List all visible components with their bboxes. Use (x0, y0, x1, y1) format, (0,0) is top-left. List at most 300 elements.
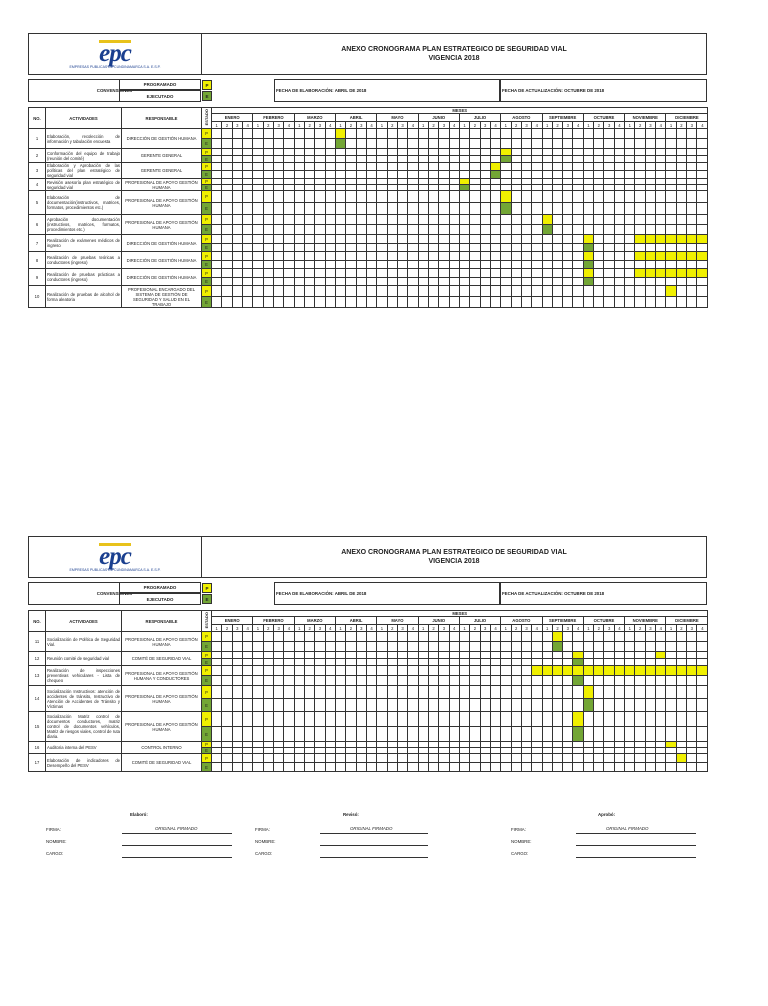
week-cell (666, 261, 676, 269)
week-cell (294, 225, 304, 235)
week-cell (604, 203, 614, 215)
week-cell (552, 156, 562, 163)
week-cell (697, 699, 708, 712)
week-cell (573, 215, 583, 225)
week-cell (480, 676, 490, 686)
week-cell (552, 652, 562, 659)
activity-responsible: DIRECCIÓN DE GESTIÓN HUMANA (122, 269, 202, 286)
week-cell (263, 632, 273, 642)
month-header: FEBRERO (253, 114, 294, 122)
week-cell (263, 712, 273, 727)
week-cell (387, 149, 397, 156)
month-header: FEBRERO (253, 617, 294, 625)
week-cell (676, 215, 686, 225)
week-cell (645, 652, 655, 659)
week-cell (480, 632, 490, 642)
week-cell (666, 139, 676, 149)
week-header: 1 (335, 625, 345, 632)
week-cell (232, 261, 242, 269)
week-cell (212, 129, 222, 139)
week-cell (304, 297, 314, 308)
week-cell (408, 149, 418, 156)
activity-responsible: PROFESIONAL DE APOYO GESTIÓN HUMANA (122, 686, 202, 712)
document-title: ANEXO CRONOGRAMA PLAN ESTRATEGICO DE SEGURIDAD VIAL (341, 46, 567, 53)
schedule-sheet-2 (28, 536, 707, 811)
week-cell (511, 191, 521, 203)
week-cell (645, 139, 655, 149)
week-cell (687, 129, 697, 139)
week-cell (645, 225, 655, 235)
week-cell (614, 215, 624, 225)
week-cell (418, 754, 428, 763)
week-cell (253, 139, 263, 149)
week-cell (346, 269, 356, 278)
week-cell (480, 286, 490, 297)
programmed-week-cell (501, 191, 511, 203)
week-cell (377, 297, 387, 308)
week-cell (645, 244, 655, 252)
conventions-bar (28, 582, 707, 605)
week-cell (532, 129, 542, 139)
week-cell (552, 171, 562, 179)
week-cell (335, 215, 345, 225)
week-cell (542, 278, 552, 286)
week-cell (583, 191, 593, 203)
week-cell (604, 191, 614, 203)
week-cell (366, 252, 376, 261)
week-cell (212, 712, 222, 727)
week-header: 1 (377, 625, 387, 632)
update-date-text: FECHA DE ACTUALIZACIÓN: OCTUBRE DE 2018 (502, 591, 605, 596)
week-cell (542, 652, 552, 659)
week-cell (687, 297, 697, 308)
week-cell (418, 659, 428, 666)
week-cell (470, 235, 480, 244)
logo-mark: epc (99, 39, 131, 67)
state-ejecutado: E (202, 297, 212, 308)
week-cell (408, 297, 418, 308)
week-cell (315, 171, 325, 179)
activity-description: Aprobación documentación (instructivos, matrices, formatos, procedimientos etc.) (46, 215, 122, 235)
week-cell (470, 652, 480, 659)
week-cell (304, 215, 314, 225)
week-cell (408, 215, 418, 225)
week-cell (212, 191, 222, 203)
week-cell (315, 686, 325, 699)
week-cell (315, 156, 325, 163)
activity-responsible: CONTROL INTERNO (122, 742, 202, 754)
week-cell (335, 191, 345, 203)
week-cell (397, 156, 407, 163)
week-cell (253, 652, 263, 659)
week-cell (408, 686, 418, 699)
cargo-label-1: CARGO: (46, 851, 64, 856)
week-cell (294, 676, 304, 686)
week-cell (222, 632, 232, 642)
week-cell (284, 235, 294, 244)
week-cell (656, 686, 666, 699)
week-cell (480, 269, 490, 278)
week-cell (325, 252, 335, 261)
week-cell (377, 727, 387, 742)
programmed-week-cell (542, 666, 552, 676)
activity-number: 11 (29, 632, 46, 652)
activity-responsible: COMITÉ DE SEGURIDAD VIAL (122, 652, 202, 666)
week-header: 3 (480, 122, 490, 129)
week-cell (325, 171, 335, 179)
ejecutado-label (119, 90, 201, 102)
week-cell (676, 203, 686, 215)
week-cell (449, 225, 459, 235)
week-cell (325, 235, 335, 244)
logo-subtext: EMPRESAS PUBLICAS DE CUNDINAMARCA S.A. E.S.P. (69, 567, 161, 572)
week-cell (263, 763, 273, 772)
week-cell (583, 156, 593, 163)
week-cell (325, 215, 335, 225)
week-cell (397, 261, 407, 269)
week-cell (552, 676, 562, 686)
week-cell (594, 642, 604, 652)
week-cell (346, 129, 356, 139)
week-cell (397, 139, 407, 149)
week-cell (397, 203, 407, 215)
week-cell (656, 642, 666, 652)
week-cell (304, 261, 314, 269)
week-cell (242, 727, 252, 742)
week-cell (501, 261, 511, 269)
week-cell (573, 139, 583, 149)
programmed-week-cell (501, 149, 511, 156)
week-cell (284, 297, 294, 308)
week-header: 3 (521, 625, 531, 632)
week-cell (676, 278, 686, 286)
state-ejecutado: E (202, 225, 212, 235)
week-cell (687, 215, 697, 225)
week-cell (222, 171, 232, 179)
week-cell (563, 191, 573, 203)
week-cell (470, 666, 480, 676)
week-cell (532, 763, 542, 772)
week-cell (480, 652, 490, 659)
activity-row (29, 149, 708, 156)
week-cell (449, 297, 459, 308)
week-cell (346, 156, 356, 163)
week-cell (294, 129, 304, 139)
week-cell (552, 252, 562, 261)
week-cell (645, 261, 655, 269)
week-cell (645, 278, 655, 286)
week-cell (614, 642, 624, 652)
cargo-label-3: CARGO: (511, 851, 529, 856)
week-header: 2 (676, 625, 686, 632)
week-cell (304, 727, 314, 742)
week-cell (356, 297, 366, 308)
activity-description: Socialización Matriz control de documentos conductores, matriz control de documentos vehículos, Matriz de riesgos viales, control de ruta diaria. (46, 712, 122, 742)
week-cell (387, 712, 397, 727)
activity-description: Elaboración de documentación(instructivos, matrices, formatos, procedimientos etc.) (46, 191, 122, 215)
week-cell (552, 712, 562, 727)
week-cell (625, 712, 635, 727)
week-cell (676, 139, 686, 149)
week-cell (356, 659, 366, 666)
week-cell (377, 652, 387, 659)
week-cell (449, 763, 459, 772)
week-cell (480, 149, 490, 156)
week-cell (428, 252, 438, 261)
month-header: AGOSTO (501, 617, 542, 625)
week-cell (563, 652, 573, 659)
week-cell (242, 686, 252, 699)
week-cell (511, 203, 521, 215)
week-cell (325, 225, 335, 235)
week-cell (356, 712, 366, 727)
week-cell (253, 235, 263, 244)
week-cell (449, 191, 459, 203)
week-cell (511, 139, 521, 149)
week-cell (656, 191, 666, 203)
week-cell (428, 269, 438, 278)
week-cell (594, 699, 604, 712)
week-cell (490, 149, 500, 156)
week-cell (501, 139, 511, 149)
week-cell (697, 297, 708, 308)
update-date (500, 582, 707, 605)
week-cell (377, 149, 387, 156)
week-cell (552, 269, 562, 278)
week-cell (253, 163, 263, 171)
week-cell (656, 139, 666, 149)
week-cell (480, 252, 490, 261)
state-ejecutado: E (202, 244, 212, 252)
conventions-bar (28, 79, 707, 102)
week-cell (521, 286, 531, 297)
week-cell (232, 666, 242, 676)
week-cell (263, 676, 273, 686)
week-cell (449, 652, 459, 659)
week-cell (521, 297, 531, 308)
week-cell (356, 763, 366, 772)
programmed-week-cell (687, 235, 697, 244)
week-cell (676, 171, 686, 179)
activity-description: Elaboración de indicadores de Desempeño del PESV (46, 754, 122, 772)
activity-responsible: PROFESIONAL DE APOYO GESTIÓN HUMANA (122, 191, 202, 215)
week-cell (335, 763, 345, 772)
state-ejecutado: E (202, 676, 212, 686)
week-cell (408, 129, 418, 139)
week-cell (676, 727, 686, 742)
week-header: 1 (212, 625, 222, 632)
week-cell (687, 203, 697, 215)
week-cell (356, 203, 366, 215)
month-header: MAYO (377, 617, 418, 625)
week-cell (428, 754, 438, 763)
week-cell (635, 642, 645, 652)
week-cell (418, 642, 428, 652)
week-cell (325, 203, 335, 215)
firma-label-1: FIRMA: (46, 827, 61, 832)
week-cell (687, 163, 697, 171)
week-cell (428, 244, 438, 252)
sheet-header (28, 536, 707, 578)
week-cell (232, 297, 242, 308)
week-cell (222, 203, 232, 215)
week-cell (614, 632, 624, 642)
week-cell (563, 261, 573, 269)
week-cell (315, 712, 325, 727)
week-cell (232, 191, 242, 203)
programmed-week-cell (687, 269, 697, 278)
week-cell (656, 754, 666, 763)
week-cell (645, 149, 655, 156)
week-cell (552, 297, 562, 308)
week-cell (480, 297, 490, 308)
week-cell (263, 652, 273, 659)
week-cell (284, 763, 294, 772)
week-cell (594, 203, 604, 215)
week-cell (563, 163, 573, 171)
week-cell (625, 225, 635, 235)
week-cell (284, 171, 294, 179)
week-cell (511, 149, 521, 156)
week-cell (408, 235, 418, 244)
week-cell (232, 659, 242, 666)
week-cell (645, 712, 655, 727)
week-cell (294, 642, 304, 652)
week-cell (284, 149, 294, 156)
week-cell (428, 666, 438, 676)
month-header: NOVIEMBRE (625, 617, 666, 625)
week-cell (418, 699, 428, 712)
week-cell (594, 244, 604, 252)
week-cell (428, 763, 438, 772)
week-cell (501, 235, 511, 244)
week-cell (656, 203, 666, 215)
week-cell (325, 642, 335, 652)
week-cell (563, 129, 573, 139)
week-cell (552, 659, 562, 666)
week-header: 3 (232, 122, 242, 129)
week-cell (459, 261, 469, 269)
week-cell (449, 632, 459, 642)
week-cell (212, 297, 222, 308)
week-cell (521, 203, 531, 215)
week-cell (222, 252, 232, 261)
week-cell (490, 191, 500, 203)
week-cell (439, 244, 449, 252)
week-cell (222, 286, 232, 297)
week-cell (304, 652, 314, 659)
week-cell (656, 712, 666, 727)
week-header: 4 (656, 625, 666, 632)
programmed-week-cell (666, 252, 676, 261)
week-cell (480, 686, 490, 699)
week-cell (418, 235, 428, 244)
week-cell (480, 139, 490, 149)
week-cell (604, 269, 614, 278)
week-cell (315, 244, 325, 252)
week-cell (501, 171, 511, 179)
week-cell (676, 659, 686, 666)
week-cell (418, 225, 428, 235)
week-header: 4 (449, 625, 459, 632)
week-cell (232, 215, 242, 225)
week-cell (625, 215, 635, 225)
week-cell (635, 727, 645, 742)
activity-responsible: PROFESIONAL DE APOYO GESTIÓN HUMANA (122, 712, 202, 742)
week-cell (563, 235, 573, 244)
week-cell (428, 286, 438, 297)
conventions-label-text: CONVENSIONES (96, 591, 133, 596)
week-cell (480, 278, 490, 286)
week-cell (418, 652, 428, 659)
week-cell (222, 278, 232, 286)
week-cell (563, 225, 573, 235)
week-cell (263, 261, 273, 269)
week-cell (242, 171, 252, 179)
week-cell (697, 652, 708, 659)
week-cell (232, 278, 242, 286)
week-cell (625, 191, 635, 203)
month-header: DICIEMBRE (666, 114, 708, 122)
week-cell (418, 297, 428, 308)
week-cell (366, 225, 376, 235)
week-cell (335, 235, 345, 244)
week-cell (356, 652, 366, 659)
week-cell (604, 215, 614, 225)
week-cell (242, 754, 252, 763)
document-subtitle: VIGENCIA 2018 (428, 558, 480, 565)
week-cell (532, 163, 542, 171)
week-cell (645, 659, 655, 666)
activity-row (29, 666, 708, 676)
week-header: 4 (449, 122, 459, 129)
week-cell (273, 652, 283, 659)
estado-label: ESTADO (204, 612, 209, 629)
week-cell (439, 269, 449, 278)
week-cell (294, 203, 304, 215)
week-header: 2 (470, 625, 480, 632)
week-cell (511, 699, 521, 712)
ejecutado-text: EJECUTADO (146, 93, 174, 99)
week-cell (697, 712, 708, 727)
week-cell (604, 129, 614, 139)
week-cell (439, 642, 449, 652)
activity-number: 13 (29, 666, 46, 686)
week-cell (625, 156, 635, 163)
week-cell (676, 286, 686, 297)
week-cell (263, 139, 273, 149)
week-cell (263, 269, 273, 278)
activity-row (29, 632, 708, 642)
programado-swatch: P (202, 80, 212, 90)
week-cell (366, 286, 376, 297)
week-cell (335, 149, 345, 156)
programmed-week-cell (666, 286, 676, 297)
activity-description: Realización de pruebas prácticas a conductores (ingreso) (46, 269, 122, 286)
week-cell (532, 652, 542, 659)
week-cell (573, 632, 583, 642)
week-cell (418, 171, 428, 179)
week-cell (222, 191, 232, 203)
week-cell (356, 252, 366, 261)
week-cell (242, 676, 252, 686)
week-cell (459, 225, 469, 235)
activity-row (29, 286, 708, 297)
programado-text: PROGRAMADO (143, 82, 177, 87)
week-cell (490, 652, 500, 659)
week-cell (552, 763, 562, 772)
week-cell (604, 652, 614, 659)
